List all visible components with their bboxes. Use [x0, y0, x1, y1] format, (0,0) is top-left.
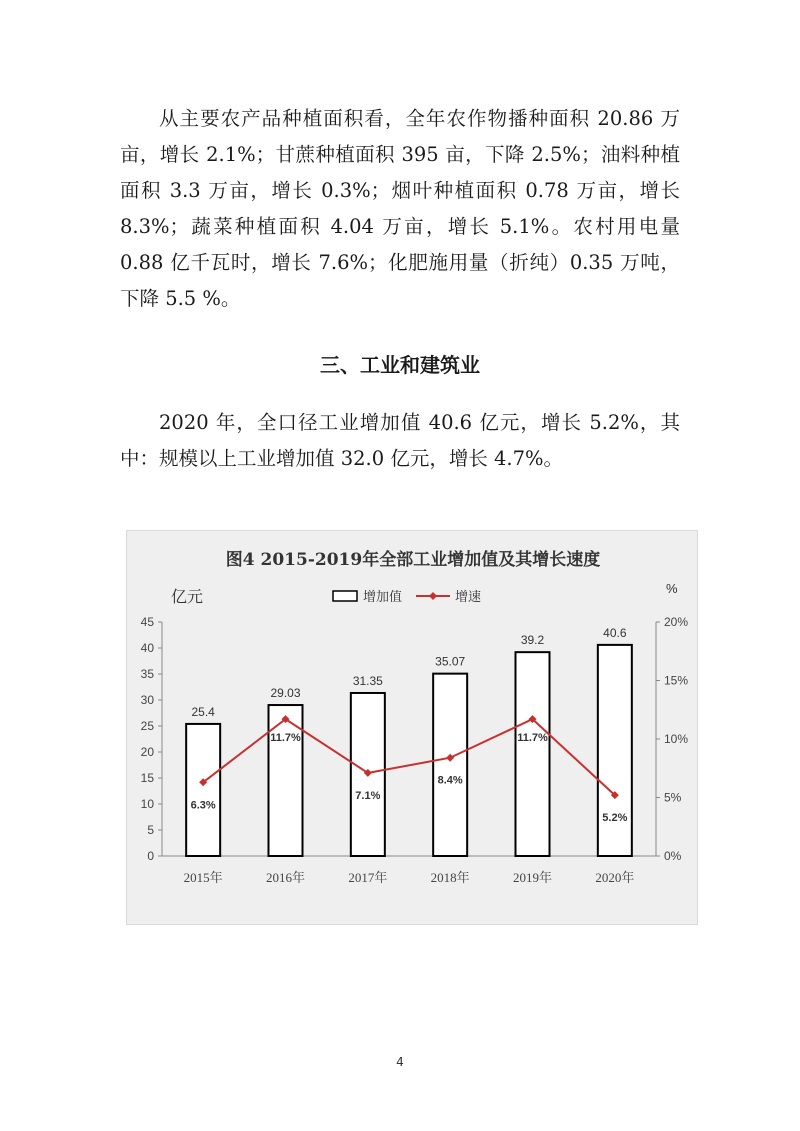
- category-label: 2018年: [430, 870, 470, 885]
- growth-value-label: 7.1%: [355, 789, 381, 802]
- growth-value-label: 11.7%: [517, 732, 548, 745]
- left-tick-label: 20: [140, 745, 154, 759]
- right-tick-label: 0%: [664, 849, 682, 863]
- growth-value-label: 8.4%: [437, 774, 463, 787]
- bar-value-label: 35.07: [435, 654, 466, 669]
- left-tick-label: 35: [140, 667, 154, 681]
- bar-value-label: 25.4: [191, 704, 215, 719]
- bar-value-label: 39.2: [520, 633, 545, 648]
- category-label: 2020年: [595, 870, 635, 885]
- right-axis-unit: %: [666, 581, 678, 596]
- category-label: 2017年: [348, 870, 388, 885]
- paragraph-industry: 2020 年，全口径工业增加值 40.6 亿元，增长 5.2%，其中：规模以上工业增加值 32.0 亿元，增长 4.7%。: [120, 411, 680, 470]
- legend-bar-label: 增加值: [363, 589, 403, 604]
- chart-container: [126, 530, 698, 925]
- chart-title: 图4 2015-2019年全部工业增加值及其增长速度: [225, 550, 601, 570]
- left-tick-label: 40: [140, 641, 154, 655]
- bar: [433, 674, 467, 856]
- left-tick-label: 0: [147, 849, 154, 863]
- category-label: 2019年: [512, 870, 553, 885]
- growth-value-label: 6.3%: [190, 799, 216, 812]
- bar-value-label: 29.03: [270, 686, 301, 701]
- right-tick-label: 10%: [664, 732, 689, 746]
- category-label: 2015年: [183, 870, 223, 885]
- bar: [516, 652, 550, 856]
- legend-line-label: 增速: [455, 589, 482, 604]
- growth-line: [203, 719, 615, 795]
- paragraph-agriculture: 从主要农产品种植面积看，全年农作物播种面积 20.86 万亩，增长 2.1%；甘蔗种植面积 395 亩，下降 2.5%；油料种植面积 3.3 万亩，增长 0.3%；烟叶种植面积 0.78 万亩，增长 8.3%；蔬菜种植面积 4.04 万亩，增长 5.1%。农村用电量 0.88 亿千瓦时，增长 7.6%；化肥施用量（折纯）0.35 万吨，下降 5.5 %。: [120, 107, 680, 310]
- right-tick-label: 15%: [664, 673, 689, 688]
- section-heading: 三、工业和建筑业: [320, 353, 480, 377]
- growth-value-label: 11.7%: [270, 732, 301, 745]
- left-tick-label: 25: [140, 719, 154, 733]
- bar-value-label: 40.6: [603, 625, 627, 640]
- left-tick-label: 45: [140, 615, 154, 629]
- right-tick-label: 5%: [664, 790, 682, 805]
- bar-value-label: 31.35: [352, 673, 383, 688]
- left-tick-label: 15: [140, 771, 154, 785]
- legend-bar-swatch: [333, 591, 357, 601]
- left-tick-label: 5: [147, 823, 154, 837]
- bar: [598, 645, 632, 856]
- left-axis-unit: 亿元: [171, 589, 204, 606]
- bar: [186, 724, 220, 856]
- legend-line-marker: [429, 592, 437, 600]
- page-number: 4: [396, 1055, 404, 1069]
- left-tick-label: 30: [140, 693, 154, 707]
- right-tick-label: 20%: [664, 615, 689, 629]
- chart-svg: [127, 531, 699, 926]
- growth-value-label: 5.2%: [602, 812, 628, 825]
- category-label: 2016年: [265, 870, 306, 885]
- left-tick-label: 10: [140, 797, 154, 811]
